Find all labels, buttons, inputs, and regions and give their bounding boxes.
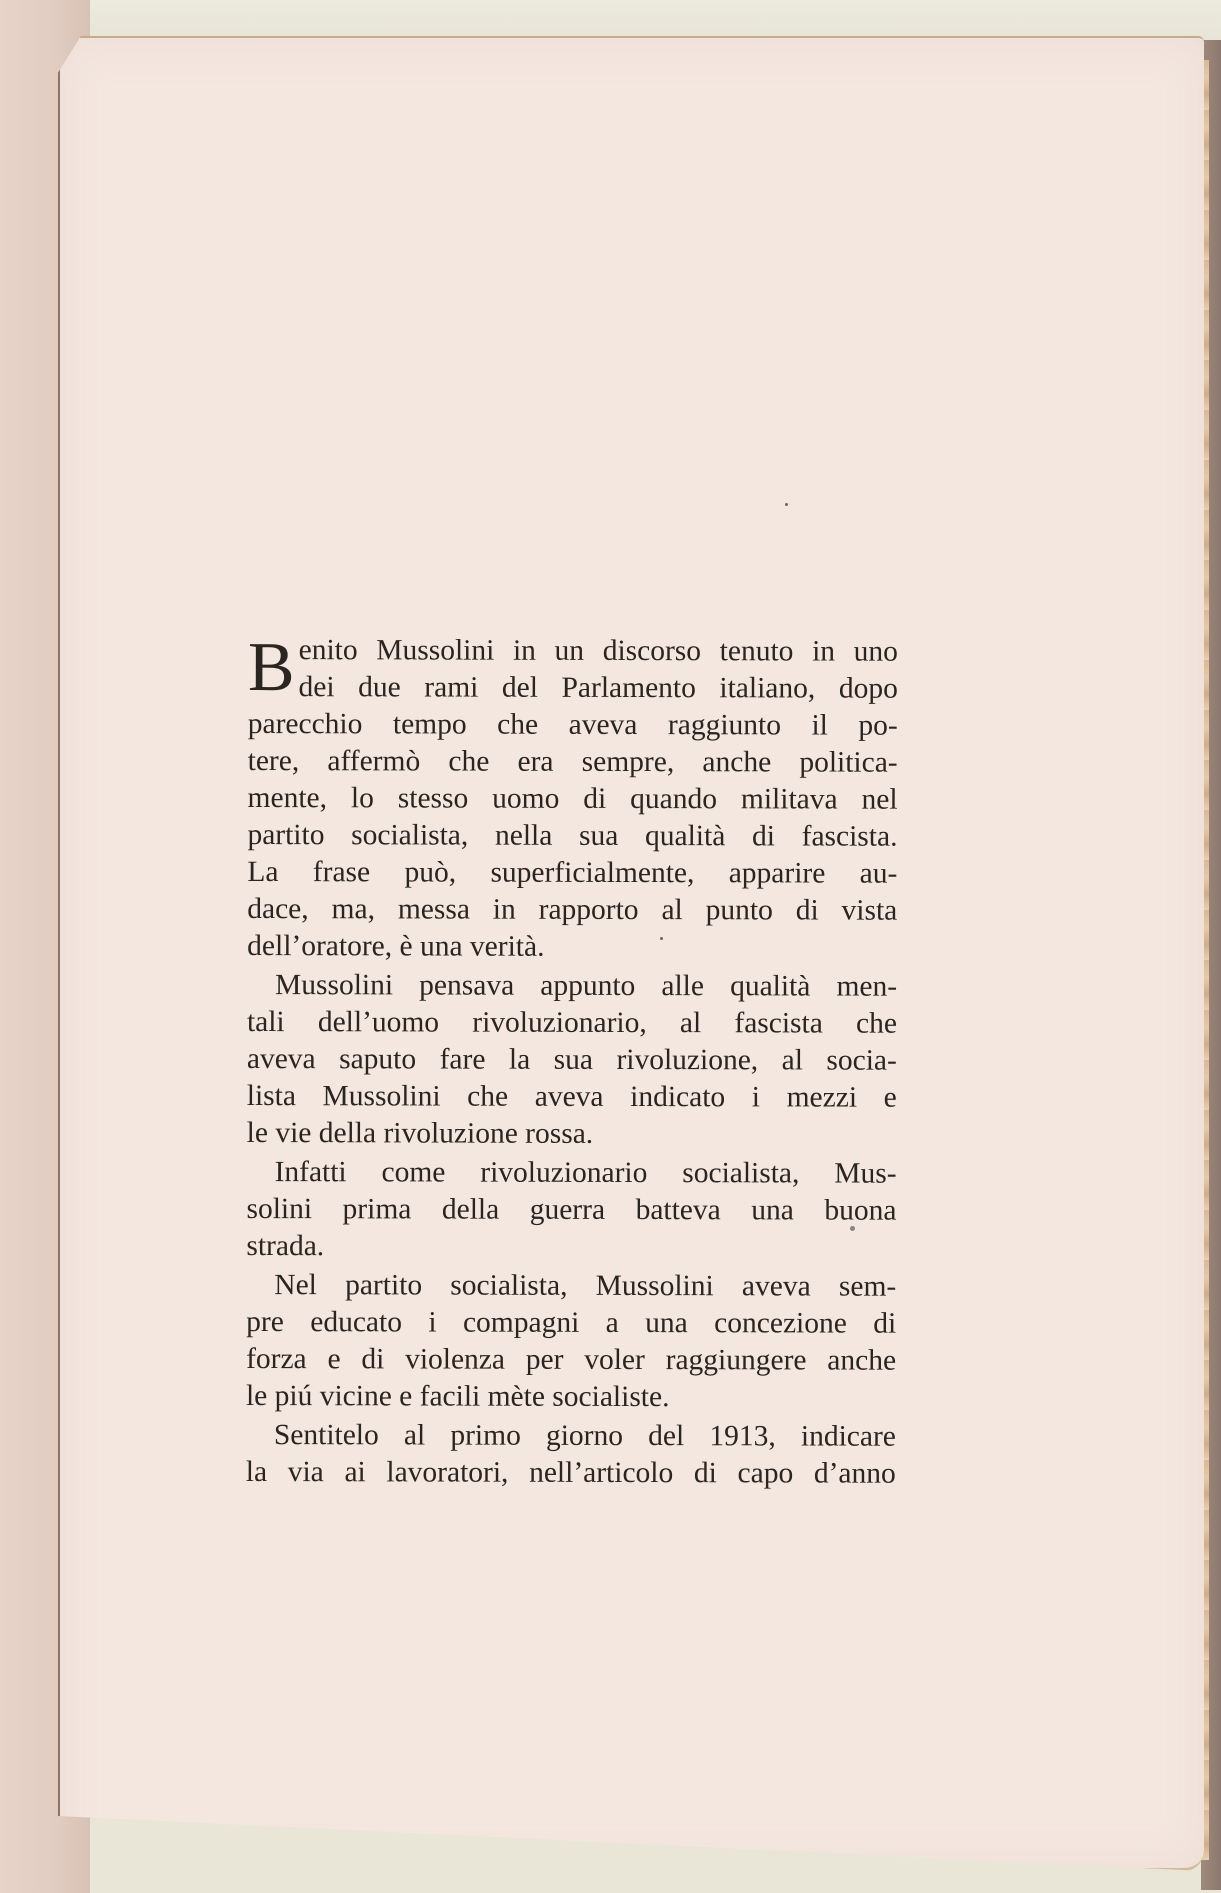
text-line: Sentitelo al primo giorno del 1913, indicare [273,1419,896,1453]
paragraph [246,1154,896,1267]
text-line: dell’oratore, è una verità. [247,929,545,963]
body-text [245,629,898,1495]
text-line: Nel partito socialista, Mussolini aveva sem- [274,1269,897,1303]
paper-speck [785,503,788,506]
text-line: dace, ma, messa in rapporto al punto di vista [247,892,898,927]
text-line: dei due rami del Parlamento italiano, dopo [298,671,898,705]
text-line: la via ai lavoratori, nell’articolo di capo d’anno [245,1455,896,1490]
text-line: aveva saputo fare la sua rivoluzione, al socia- [246,1042,897,1077]
text-line: solini prima della guerra batteva una buona [246,1192,897,1227]
text-line: tere, affermò che era sempre, anche politica- [247,744,898,779]
drop-cap: B [247,629,295,707]
text-line: La frase può, superficialmente, apparire au- [247,855,898,890]
text-line: mente, lo stesso uomo di quando militava nel [247,781,898,816]
text-line: strada. [246,1229,325,1263]
text-line: lista Mussolini che aveva indicato i mezzi e [246,1079,897,1114]
text-line: Infatti come rivoluzionario socialista, Mus- [274,1156,897,1190]
paragraph [247,967,897,1154]
text-line: parecchio tempo che aveva raggiunto il po- [247,707,898,742]
text-line: pre educato i compagni a una concezione di [246,1305,897,1340]
text-line: Mussolini pensava appunto alle qualità men- [275,969,898,1003]
paragraph [246,1267,896,1417]
text-line: forza e di violenza per voler raggiungere anche [246,1342,897,1377]
paragraph [247,629,898,967]
text-line: tali dell’uomo rivoluzionario, al fascista che [246,1005,898,1040]
text-line: le vie della rivoluzione rossa. [246,1116,594,1150]
text-line: le piú vicine e facili mète socialiste. [245,1379,670,1414]
paragraph [246,1417,896,1493]
text-line: partito socialista, nella sua qualità di fascista. [247,818,898,853]
text-line: enito Mussolini in un discorso tenuto in uno [298,634,898,668]
